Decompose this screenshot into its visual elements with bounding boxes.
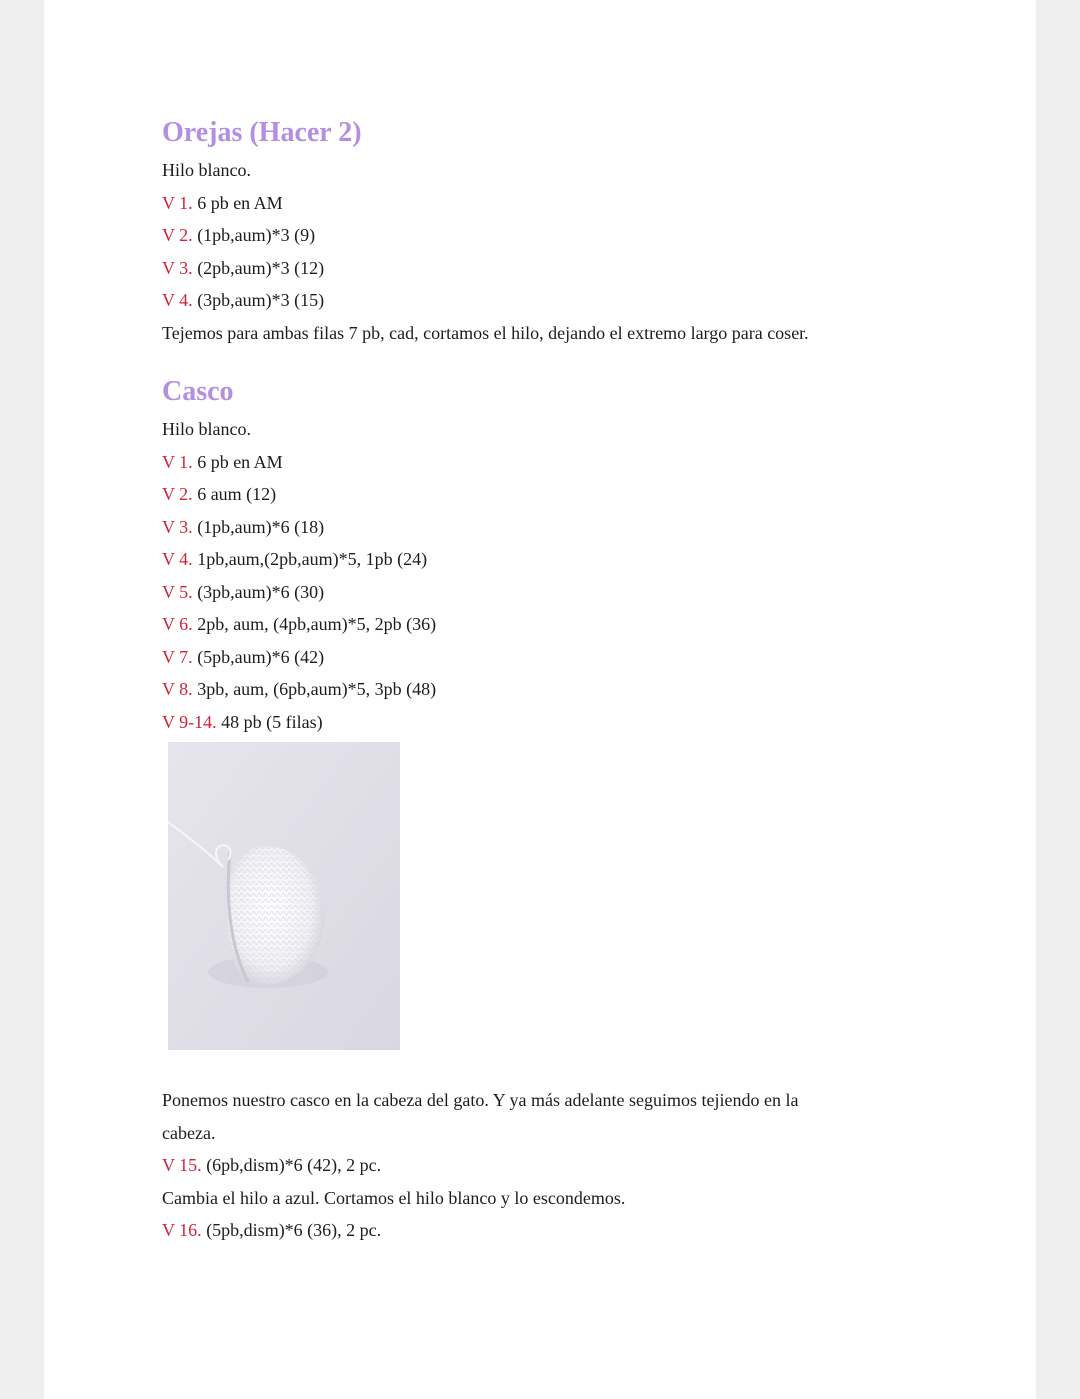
row-label: V 5.: [162, 581, 193, 602]
row-label: V 3.: [162, 516, 193, 537]
row-text: 3pb, aum, (6pb,aum)*5, 3pb (48): [192, 679, 437, 699]
yarn-change-note: Cambia el hilo a azul. Cortamos el hilo blanco y lo escondemos.: [162, 1187, 626, 1208]
photo-spacer: [162, 1050, 922, 1084]
row-text: (2pb,aum)*3 (12): [192, 257, 325, 278]
orejas-finishing-note: Tejemos para ambas filas 7 pb, cad, cortamos el hilo, dejando el extremo largo para coser.: [162, 322, 809, 343]
row-text: (3pb,aum)*3 (15): [192, 290, 325, 310]
section-title-orejas: Orejas (Hacer 2): [162, 117, 362, 148]
pattern-row: [162, 641, 922, 674]
pattern-row: [162, 478, 922, 511]
row-label: V 2.: [162, 225, 193, 245]
pattern-row: [162, 219, 922, 252]
pattern-row: [162, 1149, 922, 1182]
row-text: 6 aum (12): [192, 484, 277, 504]
yarn-note-casco: Hilo blanco.: [162, 419, 251, 439]
row-label: V 16.: [162, 1220, 202, 1240]
row-label: V 1.: [162, 451, 193, 472]
pattern-row: [162, 187, 922, 220]
pattern-row: [162, 252, 922, 285]
row-text: (1pb,aum)*6 (18): [192, 516, 325, 537]
document-page: [44, 0, 1036, 1399]
row-text: (5pb,aum)*6 (42): [192, 646, 325, 667]
casco-placement-note-line2: cabeza.: [162, 1122, 216, 1143]
section-spacer: [162, 349, 922, 371]
pattern-row: [162, 608, 922, 641]
pattern-row: [162, 284, 922, 317]
row-label: V 9-14.: [162, 711, 217, 732]
row-text: (6pb,dism)*6 (42), 2 pc.: [201, 1155, 382, 1175]
row-label: V 6.: [162, 614, 193, 634]
row-text: 48 pb (5 filas): [216, 711, 323, 732]
row-text: 6 pb en AM: [192, 192, 283, 213]
row-label: V 4.: [162, 290, 193, 310]
row-label: V 2.: [162, 484, 193, 504]
crochet-helmet-image: [168, 742, 400, 1050]
row-text: (1pb,aum)*3 (9): [192, 225, 316, 245]
helmet-photo: [168, 742, 400, 1050]
section-title-casco: Casco: [162, 376, 234, 407]
pattern-row: [162, 1214, 922, 1247]
row-label: V 1.: [162, 192, 193, 213]
pattern-row: [162, 543, 922, 576]
pattern-row: [162, 706, 922, 739]
pattern-row: [162, 446, 922, 479]
casco-placement-note-line1: Ponemos nuestro casco en la cabeza del gato. Y ya más adelante seguimos tejiendo en la: [162, 1090, 799, 1110]
row-text: 6 pb en AM: [192, 451, 283, 472]
pattern-row: [162, 673, 922, 706]
row-text: (3pb,aum)*6 (30): [192, 581, 325, 602]
document-content: [162, 112, 922, 1247]
row-text: 1pb,aum,(2pb,aum)*5, 1pb (24): [192, 549, 428, 569]
pattern-row: [162, 511, 922, 544]
yarn-note-orejas: Hilo blanco.: [162, 160, 251, 180]
row-label: V 15.: [162, 1155, 202, 1175]
row-label: V 3.: [162, 257, 193, 278]
row-text: 2pb, aum, (4pb,aum)*5, 2pb (36): [192, 614, 437, 634]
pattern-row: [162, 576, 922, 609]
row-label: V 7.: [162, 646, 193, 667]
row-label: V 4.: [162, 549, 193, 569]
row-label: V 8.: [162, 679, 193, 699]
row-text: (5pb,dism)*6 (36), 2 pc.: [201, 1220, 382, 1240]
